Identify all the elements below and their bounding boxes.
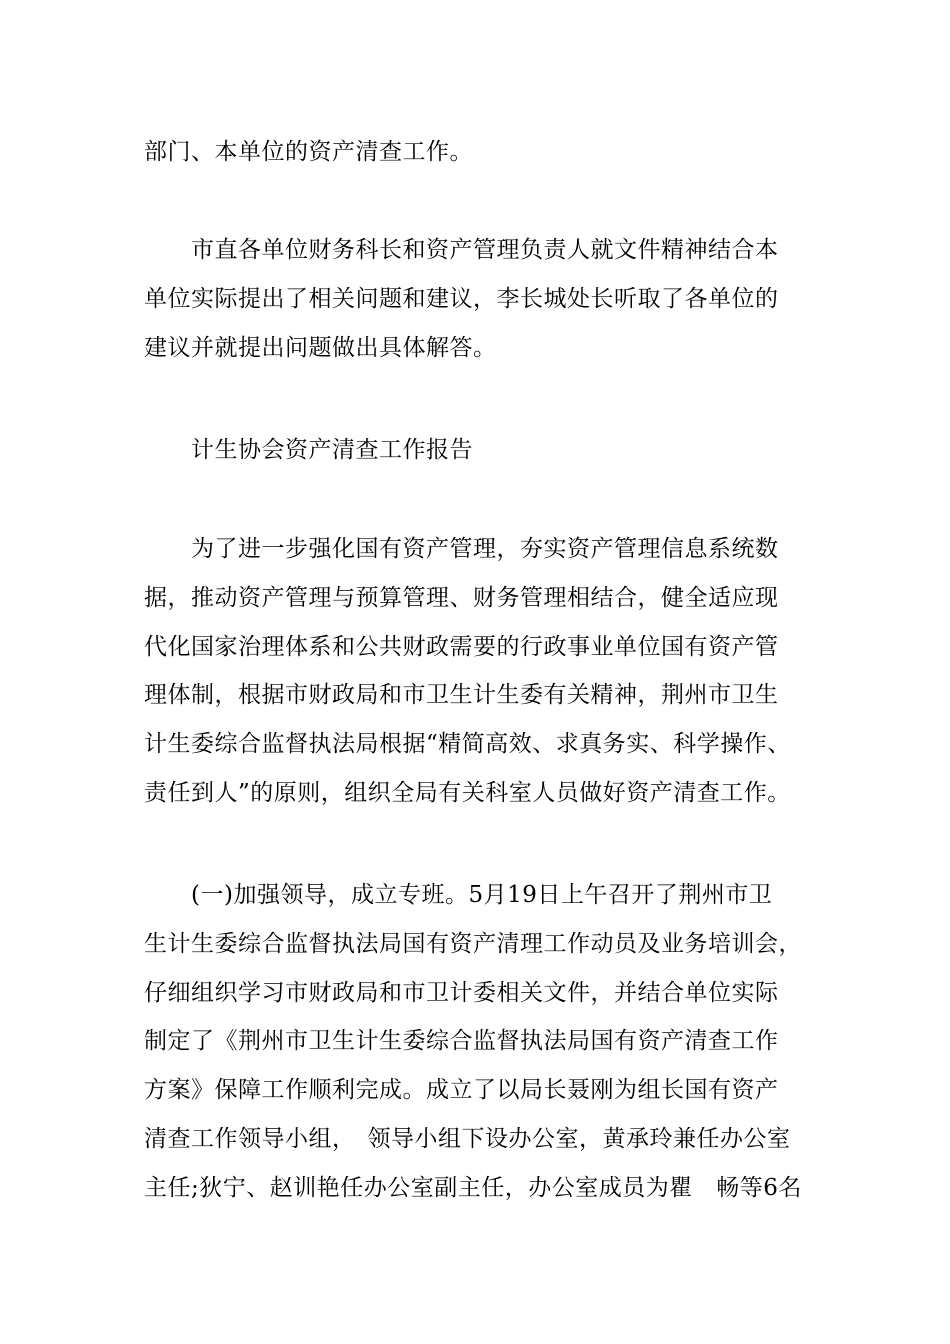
- paragraph-line: 生计生委综合监督执法局国有资产清理工作动员及业务培训会，: [144, 930, 802, 957]
- heading-line: 计生协会资产清查工作报告: [144, 437, 473, 463]
- paragraph-line: 主任;狄宁、赵训艳任办公室副主任，办公室成员为瞿 畅等6名: [144, 1174, 802, 1201]
- paragraph-line: 清查工作领导小组， 领导小组下设办公室，黄承玲兼任办公室: [144, 1125, 791, 1152]
- paragraph-line: 代化国家治理体系和公共财政需要的行政事业单位国有资产管: [144, 633, 779, 660]
- paragraph-line: 据，推动资产管理与预算管理、财务管理相结合，健全适应现: [144, 584, 779, 611]
- paragraph-line: 理体制，根据市财政局和市卫生计生委有关精神，荆州市卫生: [144, 682, 779, 709]
- paragraph-line: 责任到人”的原则，组织全局有关科室人员做好资产清查工作。: [144, 779, 791, 806]
- paragraph-line: 制定了《荆州市卫生计生委综合监督执法局国有资产清查工作: [144, 1028, 779, 1055]
- paragraph-2: [144, 226, 816, 372]
- paragraph-line: 计生委综合监督执法局根据“精简高效、求真务实、科学操作、: [144, 731, 791, 758]
- section-heading: [144, 426, 816, 475]
- paragraph-4: [144, 525, 816, 818]
- paragraph-line: 市直各单位财务科长和资产管理负责人就文件精神结合本: [144, 237, 779, 263]
- paragraph-line: 单位实际提出了相关问题和建议，李长城处长听取了各单位的: [144, 285, 779, 312]
- paragraph-line: (一)加强领导，成立专班。5月19日上午召开了荆州市卫: [144, 882, 773, 908]
- paragraph-line: 方案》保障工作顺利完成。成立了以局长聂刚为组长国有资产: [144, 1077, 779, 1104]
- paragraph-5: [144, 871, 816, 1213]
- paragraph-line: 建议并就提出问题做出具体解答。: [144, 334, 497, 361]
- paragraph-line: 仔细组织学习市财政局和市卫计委相关文件，并结合单位实际: [144, 979, 779, 1006]
- paragraph-1: [144, 128, 816, 177]
- paragraph-line: 为了进一步强化国有资产管理，夯实资产管理信息系统数: [144, 536, 779, 562]
- paragraph-line: 部门、本单位的资产清查工作。: [144, 139, 473, 165]
